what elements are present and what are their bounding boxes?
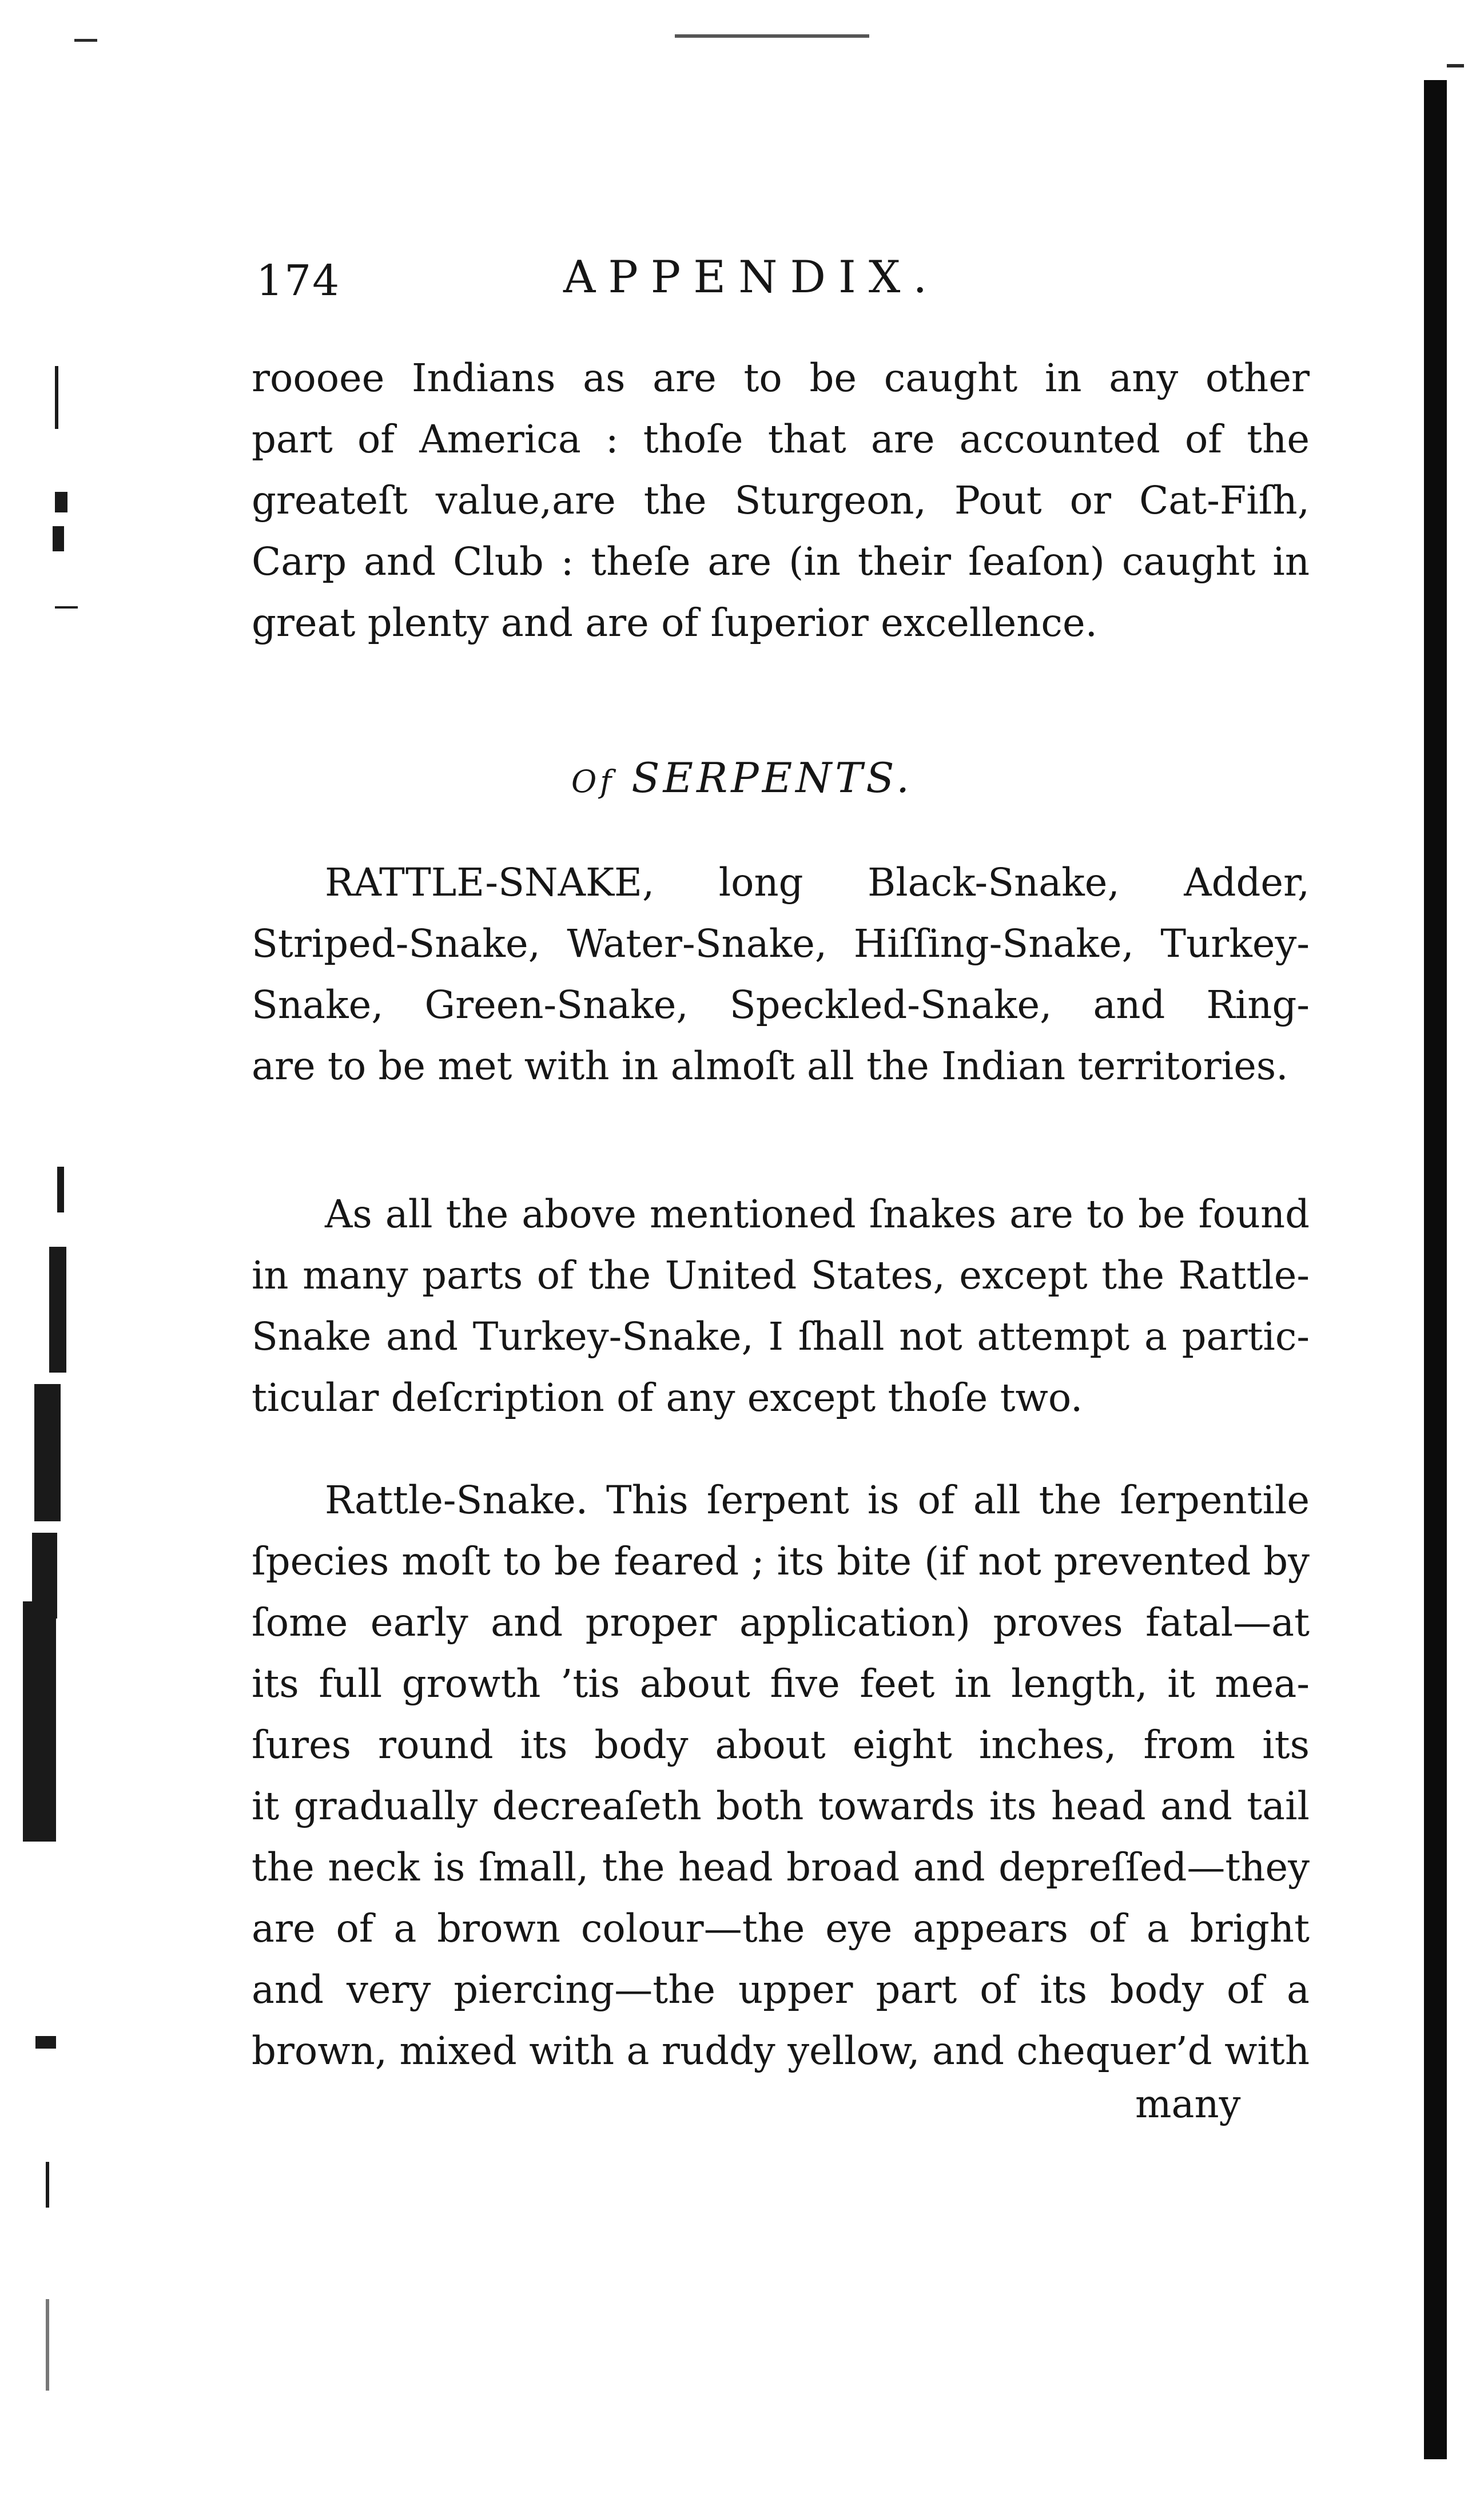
text-line: Striped-Snake, Water-Snake, Hiſſing-Snake, Turkey-	[252, 921, 1310, 966]
text-row	[252, 852, 1310, 913]
binding-shadow	[0, 0, 69, 2505]
text-row	[252, 1245, 1310, 1306]
text-line: RATTLE-SNAKE, long Black-Snake, Adder,	[325, 860, 1310, 905]
text-line: and very piercing—the upper part of its body of a	[252, 1967, 1310, 2012]
section-heading-prefix: Of	[571, 764, 615, 800]
text-row	[252, 1036, 1310, 1097]
text-line: great plenty and are of ſuperior excellence.	[252, 601, 1097, 645]
text-line: are of a brown colour—the eye appears of a bright	[252, 1906, 1310, 1951]
text-row	[252, 1367, 1310, 1429]
text-line: ſome early and proper application) proves fatal—at	[252, 1600, 1310, 1645]
text-row	[252, 1592, 1310, 1653]
text-row	[252, 1715, 1310, 1776]
paragraph-description-intro	[252, 1184, 1310, 1429]
text-line: brown, mixed with a ruddy yellow, and chequer’d with	[252, 2029, 1310, 2073]
section-heading-title: SERPENTS.	[631, 754, 913, 802]
text-line: greateſt value,are the Sturgeon, Pout or Cat-Fiſh,	[252, 478, 1310, 523]
text-row	[252, 409, 1310, 470]
scan-edge-shadow	[1424, 80, 1447, 2459]
text-line: the neck is ſmall, the head broad and depreſſed—they	[252, 1845, 1310, 1890]
paragraph-rattle-snake	[252, 1470, 1310, 2082]
text-line: ſpecies moſt to be feared ; its bite (if not prevented by	[252, 1539, 1310, 1584]
scan-top-mark	[1447, 64, 1464, 67]
text-row	[252, 913, 1310, 975]
text-line: are to be met with in almoſt all the Indian territories.	[252, 1044, 1288, 1088]
text-row	[252, 1306, 1310, 1367]
running-head: APPENDIX.	[563, 252, 940, 303]
text-line: Carp and Club : theſe are (in their ſeaſon) caught in	[252, 539, 1310, 584]
text-row	[252, 531, 1310, 593]
text-line: part of America : thoſe that are accounted of the	[252, 417, 1310, 462]
text-row	[252, 1470, 1310, 1531]
text-row	[252, 1653, 1310, 1715]
text-line: ticular deſcription of any except thoſe two.	[252, 1375, 1083, 1420]
text-line: Snake and Turkey-Snake, I ſhall not attempt a partic-	[252, 1314, 1310, 1359]
catchword: many	[1135, 2082, 1241, 2126]
text-row	[252, 1184, 1310, 1245]
paragraph-snake-list	[252, 852, 1310, 1097]
text-line: roooee Indians as are to be caught in any other	[252, 356, 1310, 400]
text-row	[252, 1898, 1310, 1959]
text-row	[252, 470, 1310, 531]
text-line: in many parts of the United States, except the Rattle-	[252, 1253, 1310, 1298]
scan-top-mark	[74, 39, 97, 42]
scan-top-mark	[675, 34, 869, 38]
text-line: Rattle-Snake. This ſerpent is of all the ſerpentile	[325, 1478, 1310, 1522]
text-row	[252, 1531, 1310, 1592]
page-number: 174	[256, 256, 341, 305]
text-line: ſures round its body about eight inches, from its	[252, 1723, 1310, 1767]
text-row	[252, 1837, 1310, 1898]
text-row	[252, 1959, 1310, 2021]
text-row	[252, 975, 1310, 1036]
text-row	[252, 1776, 1310, 1837]
text-line: Snake, Green-Snake, Speckled-Snake, and Ring-	[252, 983, 1310, 1027]
text-row	[252, 593, 1310, 654]
text-line: its full growth ’tis about five feet in length, it mea-	[252, 1661, 1310, 1706]
text-row	[252, 348, 1310, 409]
text-line: it gradually decreaſeth both towards its head and tail	[252, 1784, 1310, 1828]
paragraph-fish	[252, 348, 1310, 654]
text-row	[252, 2021, 1310, 2082]
text-line: As all the above mentioned ſnakes are to be found	[325, 1192, 1310, 1236]
section-heading	[0, 754, 1484, 802]
